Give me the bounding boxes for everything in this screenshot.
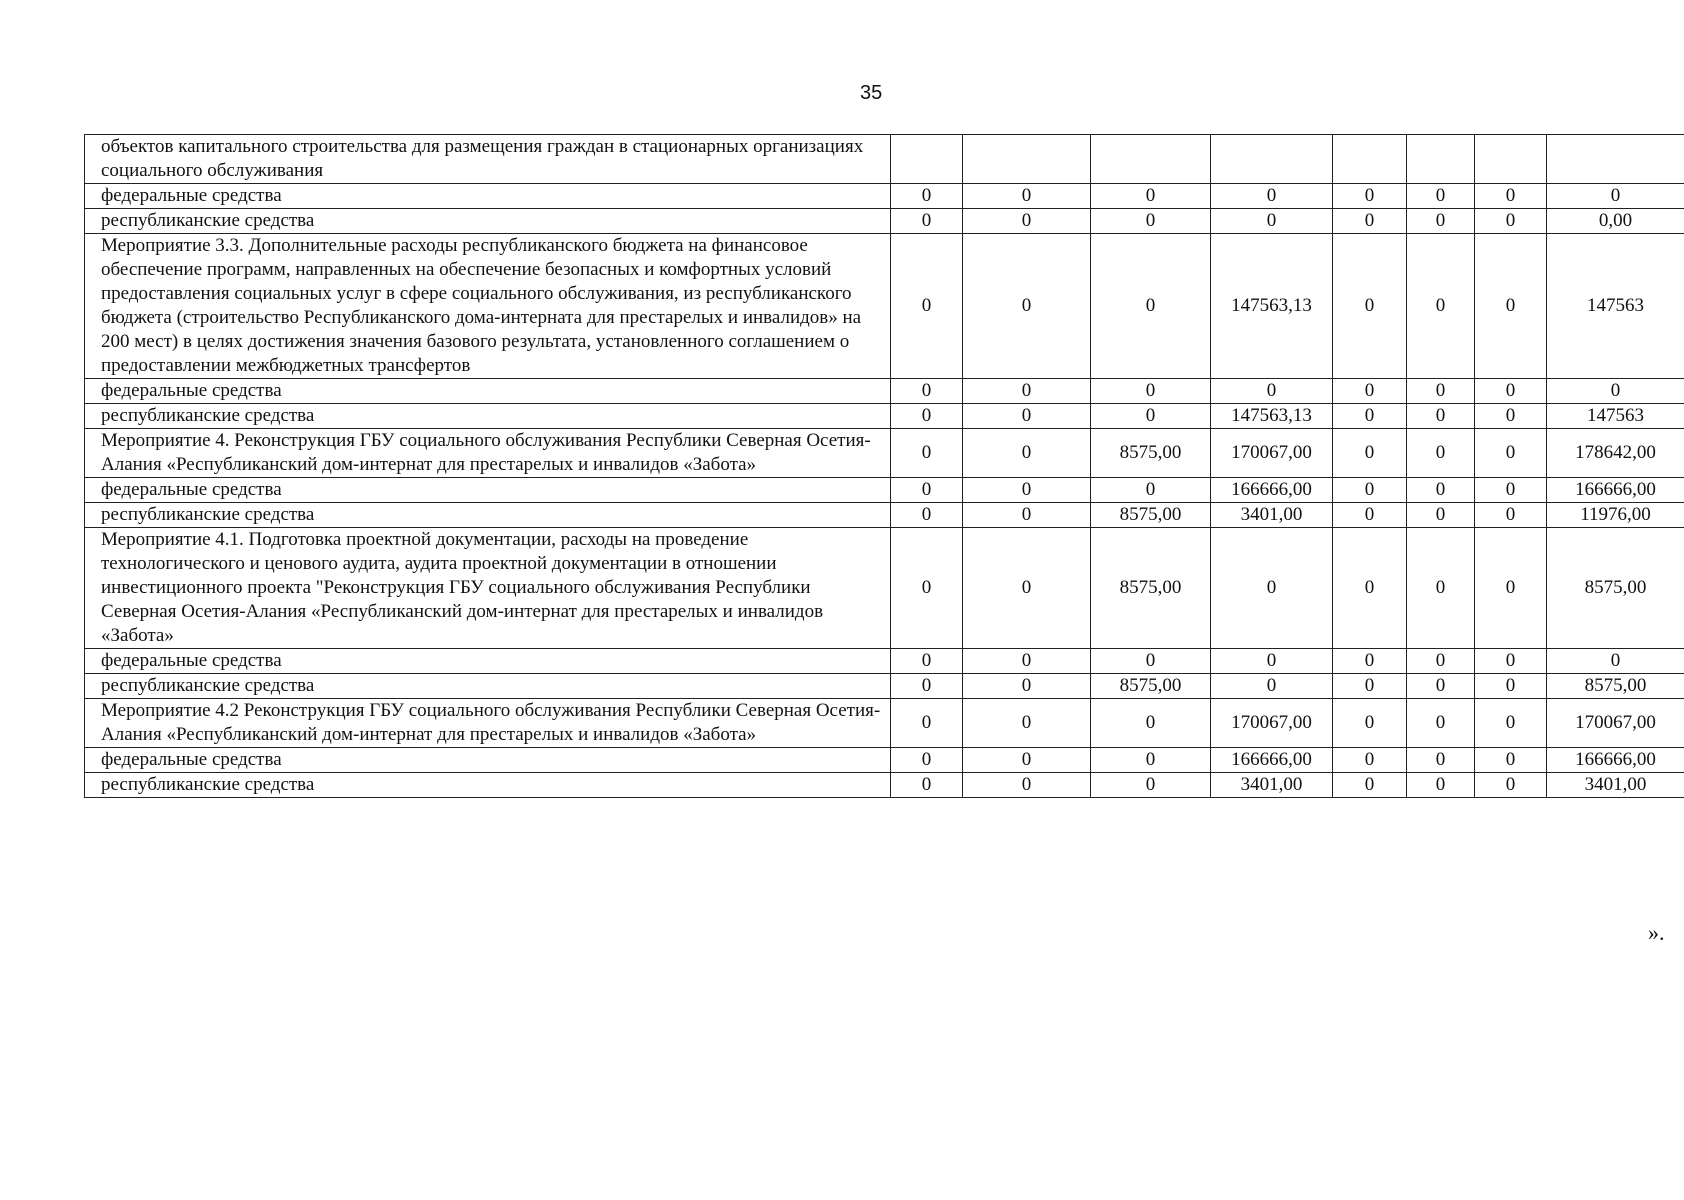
value-cell: 0 — [1407, 748, 1475, 773]
value-cell: 8575,00 — [1547, 528, 1684, 649]
value-cell: 0 — [891, 209, 963, 234]
value-cell: 0 — [1475, 379, 1547, 404]
value-cell: 0 — [1091, 209, 1211, 234]
value-cell: 0 — [1091, 379, 1211, 404]
value-cell: 0 — [1211, 528, 1333, 649]
value-cell: 3401,00 — [1211, 773, 1333, 798]
value-cell: 0 — [1475, 404, 1547, 429]
value-cell: 0 — [891, 503, 963, 528]
value-cell — [1407, 135, 1475, 184]
value-cell: 3401,00 — [1211, 503, 1333, 528]
value-cell: 0 — [1407, 674, 1475, 699]
value-cell: 0 — [1091, 404, 1211, 429]
value-cell: 0 — [1407, 404, 1475, 429]
table-row-funding-source — [85, 674, 1684, 699]
value-cell: 0 — [891, 234, 963, 379]
value-cell: 0 — [1407, 478, 1475, 503]
value-cell: 0 — [1091, 748, 1211, 773]
value-cell: 0 — [963, 528, 1091, 649]
value-cell: 0 — [963, 503, 1091, 528]
value-cell: 0 — [1091, 773, 1211, 798]
table-row-funding-source — [85, 649, 1684, 674]
value-cell: 0 — [1333, 699, 1407, 748]
row-label: Мероприятие 3.3. Дополнительные расходы республиканского бюджета на финансовое обеспечение программ, направленных на обеспечение безопасных и комфортных условий предоставления социальных услуг в сфере социального обслуживания, из республиканского бюджета (строительство Республиканского дома-интерната для престарелых и инвалидов» на 200 мест) в целях достижения значения базового результата, установленного соглашением о предоставлении межбюджетных трансфертов — [85, 234, 891, 379]
value-cell: 0 — [1091, 184, 1211, 209]
row-label: республиканские средства — [85, 674, 891, 699]
value-cell: 147563 — [1547, 234, 1684, 379]
value-cell: 0 — [1091, 649, 1211, 674]
value-cell: 0 — [1475, 503, 1547, 528]
value-cell — [1475, 135, 1547, 184]
table-row-funding-source — [85, 503, 1684, 528]
value-cell: 0 — [963, 478, 1091, 503]
row-label: республиканские средства — [85, 404, 891, 429]
value-cell: 8575,00 — [1547, 674, 1684, 699]
value-cell: 0 — [1211, 674, 1333, 699]
value-cell: 166666,00 — [1547, 748, 1684, 773]
value-cell: 11976,00 — [1547, 503, 1684, 528]
value-cell: 0 — [1091, 478, 1211, 503]
table-row-measure — [85, 429, 1684, 478]
value-cell: 0 — [963, 429, 1091, 478]
value-cell: 0 — [1333, 379, 1407, 404]
value-cell — [891, 135, 963, 184]
row-label: федеральные средства — [85, 478, 891, 503]
value-cell: 0 — [1407, 209, 1475, 234]
value-cell: 0 — [891, 528, 963, 649]
value-cell: 0 — [1407, 503, 1475, 528]
value-cell: 0 — [1333, 429, 1407, 478]
table-row-measure — [85, 699, 1684, 748]
value-cell: 0 — [963, 184, 1091, 209]
value-cell: 0 — [891, 184, 963, 209]
value-cell: 0 — [1333, 773, 1407, 798]
value-cell: 0 — [1475, 748, 1547, 773]
value-cell: 0,00 — [1547, 209, 1684, 234]
table-row-funding-source — [85, 748, 1684, 773]
value-cell: 0 — [1407, 429, 1475, 478]
value-cell: 178642,00 — [1547, 429, 1684, 478]
value-cell: 0 — [1407, 773, 1475, 798]
value-cell: 8575,00 — [1091, 503, 1211, 528]
value-cell: 8575,00 — [1091, 528, 1211, 649]
value-cell: 0 — [891, 404, 963, 429]
value-cell: 0 — [1547, 184, 1684, 209]
value-cell: 0 — [1475, 209, 1547, 234]
value-cell: 0 — [1211, 209, 1333, 234]
row-label: Мероприятие 4.2 Реконструкция ГБУ социального обслуживания Республики Северная Осетия-Алания «Республиканский дом-интернат для престарелых и инвалидов «Забота» — [85, 699, 891, 748]
value-cell: 0 — [1211, 184, 1333, 209]
value-cell: 0 — [891, 748, 963, 773]
value-cell: 0 — [1475, 674, 1547, 699]
value-cell: 3401,00 — [1547, 773, 1684, 798]
value-cell: 0 — [1475, 773, 1547, 798]
row-label: федеральные средства — [85, 379, 891, 404]
budget-table — [84, 134, 1684, 798]
value-cell: 0 — [1407, 699, 1475, 748]
value-cell: 147563,13 — [1211, 404, 1333, 429]
row-label: республиканские средства — [85, 503, 891, 528]
closing-quote-mark: ». — [1648, 920, 1665, 945]
row-label: федеральные средства — [85, 748, 891, 773]
value-cell: 0 — [891, 699, 963, 748]
table-row-funding-source — [85, 478, 1684, 503]
table-row-funding-source — [85, 209, 1684, 234]
value-cell: 8575,00 — [1091, 429, 1211, 478]
value-cell: 0 — [891, 649, 963, 674]
value-cell: 0 — [1475, 699, 1547, 748]
value-cell: 0 — [1333, 404, 1407, 429]
row-label: федеральные средства — [85, 184, 891, 209]
value-cell: 0 — [963, 748, 1091, 773]
value-cell: 0 — [1333, 478, 1407, 503]
row-label: республиканские средства — [85, 209, 891, 234]
value-cell: 0 — [1407, 379, 1475, 404]
value-cell: 0 — [1333, 234, 1407, 379]
value-cell: 0 — [1407, 528, 1475, 649]
value-cell: 147563,13 — [1211, 234, 1333, 379]
table-row-measure — [85, 234, 1684, 379]
value-cell: 0 — [1211, 649, 1333, 674]
value-cell: 0 — [891, 674, 963, 699]
value-cell: 0 — [1091, 699, 1211, 748]
value-cell: 0 — [1407, 184, 1475, 209]
value-cell: 0 — [1547, 649, 1684, 674]
value-cell: 0 — [1407, 234, 1475, 379]
value-cell: 0 — [1333, 528, 1407, 649]
value-cell: 166666,00 — [1211, 478, 1333, 503]
value-cell: 0 — [963, 234, 1091, 379]
row-label: республиканские средства — [85, 773, 891, 798]
value-cell: 166666,00 — [1547, 478, 1684, 503]
table-row-measure — [85, 528, 1684, 649]
value-cell: 0 — [1333, 674, 1407, 699]
value-cell — [1091, 135, 1211, 184]
row-label: Мероприятие 4. Реконструкция ГБУ социального обслуживания Республики Северная Осетия-Алания «Республиканский дом-интернат для престарелых и инвалидов «Забота» — [85, 429, 891, 478]
value-cell: 0 — [1475, 234, 1547, 379]
row-label: федеральные средства — [85, 649, 891, 674]
table-row-funding-source — [85, 184, 1684, 209]
value-cell: 0 — [1333, 184, 1407, 209]
value-cell: 170067,00 — [1211, 429, 1333, 478]
value-cell: 0 — [1475, 478, 1547, 503]
value-cell: 0 — [1091, 234, 1211, 379]
value-cell — [963, 135, 1091, 184]
value-cell: 0 — [963, 379, 1091, 404]
page-number: 35 — [860, 82, 883, 104]
value-cell: 0 — [1475, 184, 1547, 209]
value-cell — [1211, 135, 1333, 184]
value-cell: 170067,00 — [1547, 699, 1684, 748]
value-cell: 0 — [891, 773, 963, 798]
table-row-measure — [85, 135, 1684, 184]
value-cell: 147563 — [1547, 404, 1684, 429]
value-cell — [1333, 135, 1407, 184]
row-label: Мероприятие 4.1. Подготовка проектной документации, расходы на проведение технологического и ценового аудита, аудита проектной документации в отношении инвестиционного проекта "Реконструкция ГБУ социального обслуживания Республики Северная Осетия-Алания «Республиканский дом-интернат для престарелых и инвалидов «Забота» — [85, 528, 891, 649]
value-cell: 0 — [1333, 649, 1407, 674]
value-cell: 0 — [1211, 379, 1333, 404]
value-cell: 0 — [963, 209, 1091, 234]
value-cell: 0 — [1475, 429, 1547, 478]
value-cell: 0 — [1333, 209, 1407, 234]
value-cell: 166666,00 — [1211, 748, 1333, 773]
value-cell: 0 — [1547, 379, 1684, 404]
value-cell: 0 — [963, 674, 1091, 699]
value-cell: 0 — [891, 478, 963, 503]
table-row-funding-source — [85, 404, 1684, 429]
value-cell: 0 — [963, 699, 1091, 748]
value-cell: 0 — [1407, 649, 1475, 674]
value-cell: 0 — [963, 773, 1091, 798]
value-cell: 0 — [963, 649, 1091, 674]
value-cell: 0 — [891, 429, 963, 478]
value-cell: 0 — [1475, 649, 1547, 674]
value-cell: 0 — [1475, 528, 1547, 649]
table-row-funding-source — [85, 379, 1684, 404]
value-cell: 8575,00 — [1091, 674, 1211, 699]
table-body — [85, 135, 1684, 798]
row-label: объектов капитального строительства для размещения граждан в стационарных организациях социального обслуживания — [85, 135, 891, 184]
value-cell — [1547, 135, 1684, 184]
value-cell: 0 — [891, 379, 963, 404]
value-cell: 0 — [1333, 503, 1407, 528]
value-cell: 170067,00 — [1211, 699, 1333, 748]
table-row-funding-source — [85, 773, 1684, 798]
value-cell: 0 — [1333, 748, 1407, 773]
value-cell: 0 — [963, 404, 1091, 429]
